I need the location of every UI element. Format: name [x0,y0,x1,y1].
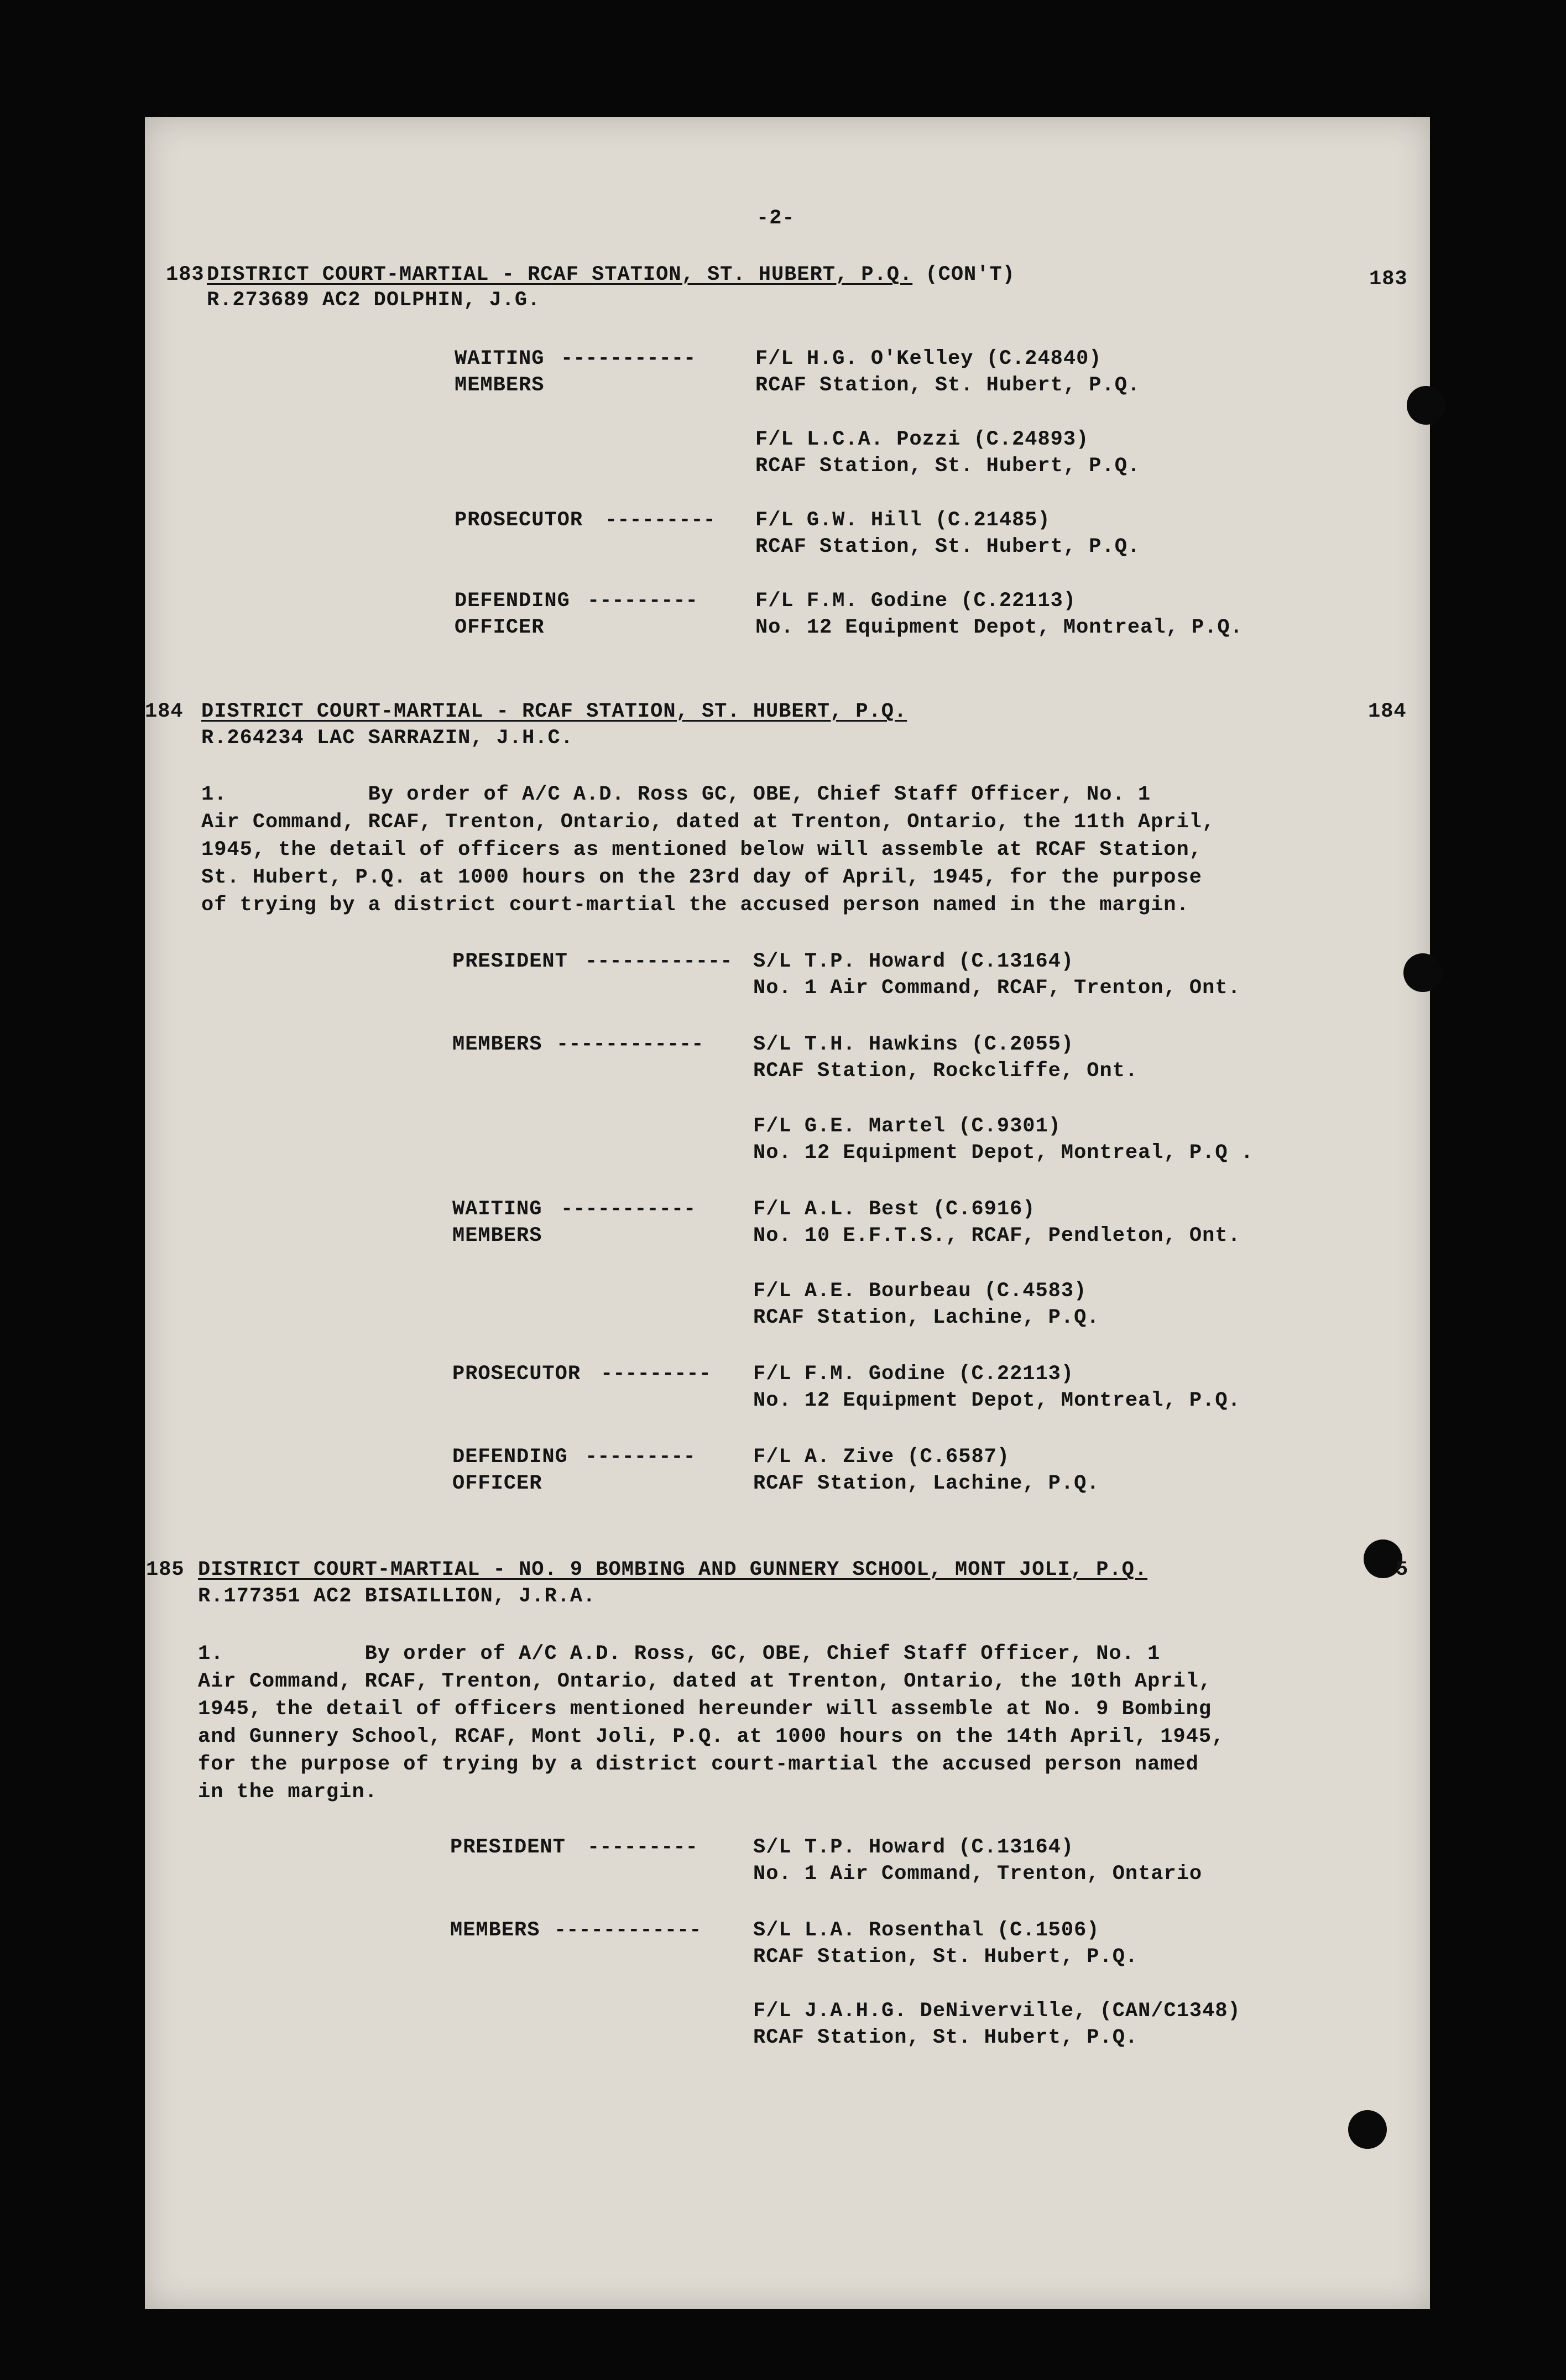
paragraph-line: 1945, the detail of officers as mentioned below will assemble at RCAF Station, [201,838,1202,862]
role-label: WAITING [455,347,545,370]
leader-dashes: ----------- [561,1198,696,1221]
paragraph-line: St. Hubert, P.Q. at 1000 hours on the 23rd day of April, 1945, for the purpose [201,866,1202,889]
officer-unit: RCAF Station, Rockcliffe, Ont. [753,1059,1139,1083]
paragraph-line: and Gunnery School, RCAF, Mont Joli, P.Q. at 1000 hours on the 14th April, 1945, [198,1725,1225,1749]
section-number-right: 183 [1369,268,1408,291]
section-number-right: 5 [1396,1558,1409,1582]
leader-dashes: ------------ [585,950,733,973]
role-label: OFFICER [452,1472,542,1495]
officer-name: F/L F.M. Godine (C.22113) [755,589,1077,613]
officer-name: F/L A.E. Bourbeau (C.4583) [753,1280,1087,1303]
paragraph-line: in the margin. [198,1781,378,1804]
paragraph-line: Air Command, RCAF, Trenton, Ontario, dated at Trenton, Ontario, the 11th April, [201,811,1215,834]
role-label: MEMBERS [452,1224,542,1248]
officer-unit: No. 12 Equipment Depot, Montreal, P.Q . [753,1141,1254,1165]
officer-name: F/L G.E. Martel (C.9301) [753,1115,1061,1138]
document-page [145,117,1430,2309]
officer-name: F/L H.G. O'Kelley (C.24840) [755,347,1102,370]
heading-text: DISTRICT COURT-MARTIAL - RCAF STATION, ST. HUBERT, P.Q. [207,263,913,286]
officer-name: F/L F.M. Godine (C.22113) [753,1363,1074,1386]
officer-unit: No. 12 Equipment Depot, Montreal, P.Q. [755,616,1243,639]
role-label: MEMBERS [452,1033,542,1056]
accused-line: R.177351 AC2 BISAILLION, J.R.A. [198,1585,596,1608]
role-label: PROSECUTOR [455,509,583,532]
officer-name: F/L G.W. Hill (C.21485) [755,509,1051,532]
officer-unit: RCAF Station, St. Hubert, P.Q. [755,374,1141,397]
officer-name: S/L L.A. Rosenthal (C.1506) [753,1919,1100,1942]
role-label: DEFENDING [452,1445,568,1469]
section-heading: DISTRICT COURT-MARTIAL - RCAF STATION, ST. HUBERT, P.Q. [201,700,907,723]
officer-name: F/L J.A.H.G. DeNiverville, (CAN/C1348) [753,2000,1241,2023]
section-number: 184 [145,700,184,723]
officer-unit: RCAF Station, Lachine, P.Q. [753,1306,1100,1329]
leader-dashes: --------- [585,1445,696,1469]
paragraph-line: Air Command, RCAF, Trenton, Ontario, dated at Trenton, Ontario, the 10th April, [198,1670,1212,1693]
officer-unit: No. 1 Air Command, Trenton, Ontario [753,1862,1203,1886]
officer-name: S/L T.P. Howard (C.13164) [753,1836,1074,1859]
accused-line: R.273689 AC2 DOLPHIN, J.G. [207,289,541,312]
officer-unit: No. 10 E.F.T.S., RCAF, Pendleton, Ont. [753,1224,1241,1248]
leader-dashes: --------- [587,1836,698,1859]
officer-name: F/L L.C.A. Pozzi (C.24893) [755,428,1089,451]
officer-unit: RCAF Station, St. Hubert, P.Q. [753,1945,1139,1969]
officer-unit: RCAF Station, St. Hubert, P.Q. [753,2026,1139,2049]
paragraph-line: for the purpose of trying by a district court-martial the accused person named [198,1753,1199,1776]
paragraph-line: of trying by a district court-martial the accused person named in the margin. [201,894,1189,917]
officer-name: F/L A. Zive (C.6587) [753,1445,1010,1469]
officer-name: S/L T.P. Howard (C.13164) [753,950,1074,973]
officer-unit: RCAF Station, St. Hubert, P.Q. [755,455,1141,478]
role-label: WAITING [452,1198,542,1221]
role-label: MEMBERS [450,1919,540,1942]
heading-suffix: (CON'T) [925,263,1015,286]
section-number: 183 [166,263,205,286]
officer-unit: RCAF Station, Lachine, P.Q. [753,1472,1100,1495]
leader-dashes: --------- [605,509,716,532]
leader-dashes: ------------ [554,1919,702,1942]
paragraph-line: 1. By order of A/C A.D. Ross GC, OBE, Chief Staff Officer, No. 1 [201,783,1151,806]
officer-name: F/L A.L. Best (C.6916) [753,1198,1036,1221]
leader-dashes: --------- [601,1363,711,1386]
role-label: PRESIDENT [450,1836,566,1859]
leader-dashes: ------------ [556,1033,704,1056]
punch-hole [1348,2110,1387,2149]
accused-line: R.264234 LAC SARRAZIN, J.H.C. [201,727,573,750]
officer-unit: RCAF Station, St. Hubert, P.Q. [755,535,1141,559]
role-label: DEFENDING [455,589,570,613]
leader-dashes: --------- [587,589,698,613]
paragraph-line: 1945, the detail of officers mentioned hereunder will assemble at No. 9 Bombing [198,1698,1212,1721]
role-label: PROSECUTOR [452,1363,581,1386]
punch-hole [1403,953,1442,992]
officer-unit: No. 1 Air Command, RCAF, Trenton, Ont. [753,977,1241,1000]
paragraph-line: 1. By order of A/C A.D. Ross, GC, OBE, Chief Staff Officer, No. 1 [198,1642,1161,1666]
role-label: MEMBERS [455,374,545,397]
role-label: OFFICER [455,616,545,639]
section-number: 185 [146,1558,185,1582]
officer-unit: No. 12 Equipment Depot, Montreal, P.Q. [753,1389,1241,1412]
role-label: PRESIDENT [452,950,568,973]
page-number: -2- [756,207,795,230]
leader-dashes: ----------- [561,347,696,370]
section-heading: DISTRICT COURT-MARTIAL - NO. 9 BOMBING AND GUNNERY SCHOOL, MONT JOLI, P.Q. [198,1558,1148,1582]
section-heading [207,261,1015,289]
officer-name: S/L T.H. Hawkins (C.2055) [753,1033,1074,1056]
punch-hole [1407,386,1445,425]
section-number-right: 184 [1368,700,1407,723]
